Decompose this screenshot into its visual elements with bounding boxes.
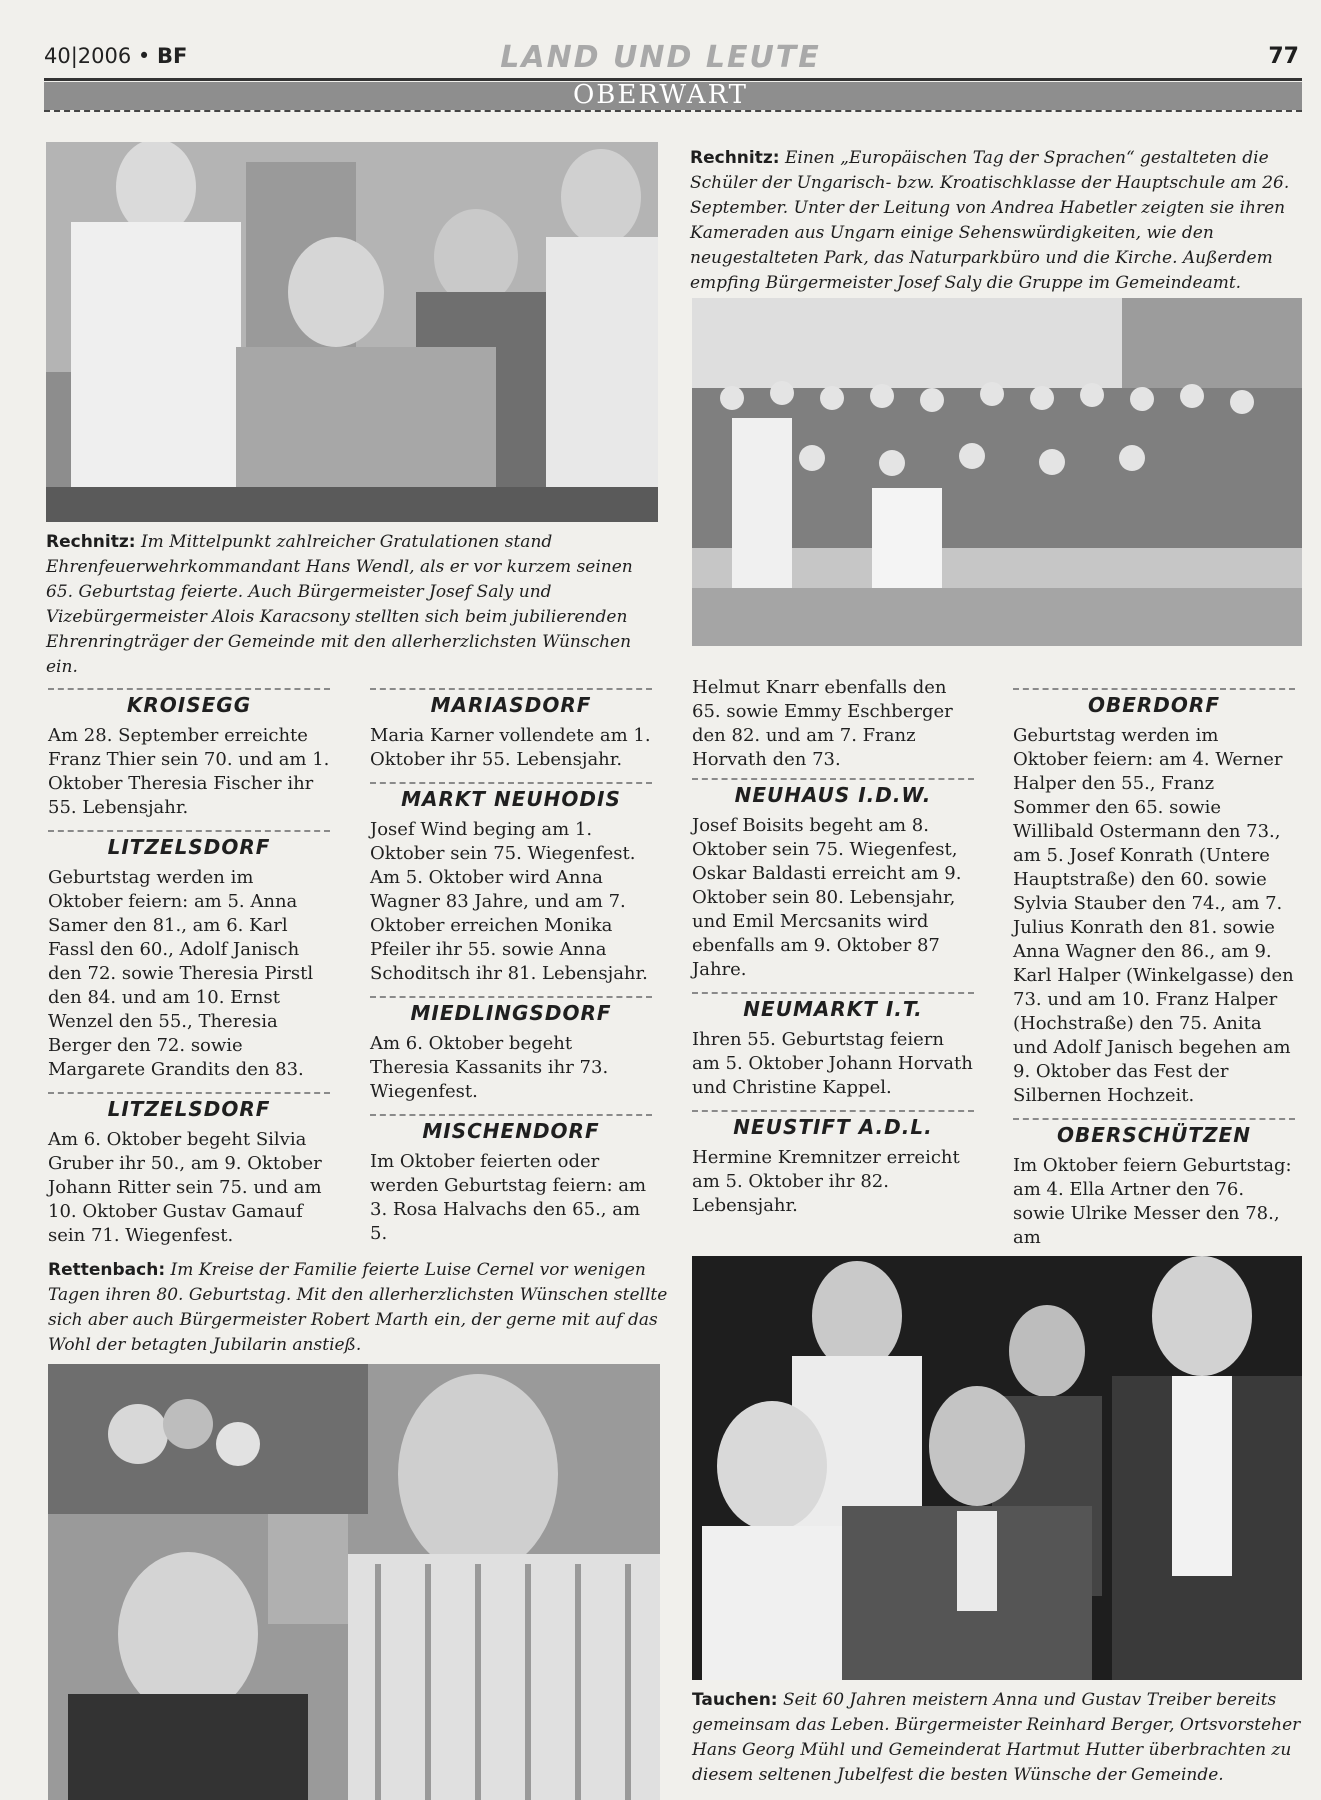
caption-rechnitz-sprachen: [690, 146, 1290, 296]
photo-tauchen: [692, 1256, 1302, 1680]
section-title: LAND UND LEUTE: [500, 40, 821, 75]
caption-rettenbach: [48, 1258, 668, 1358]
caption-rechnitz-wendl: [46, 530, 661, 680]
section-head-litzelsdorf-1: LITZELSDORF: [48, 830, 330, 863]
section-head-markt-neuhodis: MARKT NEUHODIS: [370, 782, 652, 815]
section-head-mariasdorf: MARIASDORF: [370, 688, 652, 721]
section-body-markt-neuhodis: Josef Wind beging am 1. Oktober sein 75. Wiegenfest. Am 5. Oktober wird Anna Wagner 83 Jahre, und am 7. Oktober erreichen Monika Pfeiler ihr 55. sowie Anna Schoditsch ihr 81. Lebensjahr.: [370, 819, 648, 984]
section-head-neumarkt: NEUMARKT I.T.: [692, 992, 974, 1025]
section-head-kroisegg: KROISEGG: [48, 688, 330, 721]
caption-text: Einen „Europäischen Tag der Sprachen“ gestalteten die Schüler der Ungarisch- bzw. Kroatischklasse der Hauptschule am 26. September. Unter der Leitung von Andrea Habetler zeigten sie ihren Kameraden aus Ungarn einige Sehenswürdigkeiten, wie den neugestalteten Park, das Naturparkbüro und die Kirche. Außerdem empfing Bürgermeister Josef Saly die Gruppe im Gemeindeamt.: [690, 148, 1290, 293]
caption-place: Rechnitz:: [690, 148, 780, 168]
caption-place: Rechnitz:: [46, 532, 136, 552]
column-4: [1013, 688, 1295, 1250]
caption-place: Rettenbach:: [48, 1260, 166, 1280]
section-body-litzelsdorf-1: Geburtstag werden im Oktober feiern: am 5. Anna Samer den 81., am 6. Karl Fassl den 60., Adolf Janisch den 72. sowie Theresia Pirstl den 84. und am 10. Ernst Wenzel den 55., Theresia Berger den 72. sowie Margarete Grandits den 83.: [48, 867, 314, 1080]
section-body-oberschuetzen: Im Oktober feiern Geburtstag: am 4. Ella Artner den 76. sowie Ulrike Messer den 78., am: [1013, 1155, 1292, 1248]
column-3: [692, 676, 974, 1218]
issue-number: 40|2006 • BF: [44, 44, 188, 68]
page-number: 77: [1268, 44, 1299, 69]
caption-text: Seit 60 Jahren meistern Anna und Gustav Treiber bereits gemeinsam das Leben. Bürgermeister Reinhard Berger, Ortsvorsteher Hans Georg Mühl und Gemeinderat Hartmut Hutter überbrachten zu diesem seltenen Jubelfest die besten Wünsche der Gemeinde.: [692, 1690, 1301, 1785]
section-body-mariasdorf: Maria Karner vollendete am 1. Oktober ihr 55. Lebensjahr.: [370, 725, 651, 770]
photo-rechnitz-group: [692, 298, 1302, 646]
section-body-neumarkt: Ihren 55. Geburtstag feiern am 5. Oktober Johann Horvath und Christine Kappel.: [692, 1029, 973, 1098]
caption-tauchen: [692, 1688, 1304, 1788]
column-3-intro: Helmut Knarr ebenfalls den 65. sowie Emmy Eschberger den 82. und am 7. Franz Horvath den 73.: [692, 677, 953, 770]
section-head-miedlingsdorf: MIEDLINGSDORF: [370, 996, 652, 1029]
column-2: [370, 688, 652, 1246]
section-head-mischendorf: MISCHENDORF: [370, 1114, 652, 1147]
column-1: [48, 688, 330, 1248]
section-head-litzelsdorf-2: LITZELSDORF: [48, 1092, 330, 1125]
section-body-mischendorf: Im Oktober feierten oder werden Geburtstag feiern: am 3. Rosa Halvachs den 65., am 5.: [370, 1151, 647, 1244]
photo-rechnitz-wendl: [46, 142, 658, 522]
section-head-oberdorf: OBERDORF: [1013, 688, 1295, 721]
section-body-neuhaus: Josef Boisits begeht am 8. Oktober sein 75. Wiegenfest, Oskar Baldasti erreicht am 9. Oktober sein 80. Lebensjahr, und Emil Mercsanits wird ebenfalls am 9. Oktober 87 Jahre.: [692, 815, 962, 980]
brand: BF: [157, 44, 188, 68]
section-body-oberdorf: Geburtstag werden im Oktober feiern: am 4. Werner Halper den 55., Franz Sommer den 65. sowie Willibald Ostermann den 73., am 5. Josef Konrath (Untere Hauptstraße) den 60. sowie Sylvia Stauber den 74., am 7. Julius Konrath den 81. sowie Anna Wagner den 86., am 9. Karl Halper (Winkelgasse) den 73. und am 10. Franz Halper (Hochstraße) den 75. Anita und Adolf Janisch begehen am 9. Oktober das Fest der Silbernen Hochzeit.: [1013, 725, 1294, 1106]
photo-rettenbach: [48, 1364, 660, 1800]
section-body-neustift: Hermine Kremnitzer erreicht am 5. Oktober ihr 82. Lebensjahr.: [692, 1147, 960, 1216]
caption-place: Tauchen:: [692, 1690, 778, 1710]
caption-text: Im Kreise der Familie feierte Luise Cernel vor wenigen Tagen ihren 80. Geburtstag. Mit den allerherzlichsten Wünschen stellte sich aber auch Bürgermeister Robert Marth ein, der gerne mit auf das Wohl der betagten Jubilarin anstieß.: [48, 1260, 668, 1355]
section-body-litzelsdorf-2: Am 6. Oktober begeht Silvia Gruber ihr 50., am 9. Oktober Johann Ritter sein 75. und am 10. Oktober Gustav Gamauf sein 71. Wiegenfest.: [48, 1129, 322, 1246]
header-dashed-rule: [44, 110, 1302, 112]
caption-text: Im Mittelpunkt zahlreicher Gratulationen stand Ehrenfeuerwehrkommandant Hans Wendl, als er vor kurzem seinen 65. Geburtstag feierte. Auch Bürgermeister Josef Saly und Vizebürgermeister Alois Karacsony stellten sich beim jubilierenden Ehrenringträger der Gemeinde mit den allerherzlichsten Wünschen ein.: [46, 532, 633, 677]
section-head-neustift: NEUSTIFT A.D.L.: [692, 1110, 974, 1143]
section-head-oberschuetzen: OBERSCHÜTZEN: [1013, 1118, 1295, 1151]
section-body-miedlingsdorf: Am 6. Oktober begeht Theresia Kassanits ihr 73. Wiegenfest.: [370, 1033, 609, 1102]
region-title: OBERWART: [572, 80, 749, 110]
section-body-kroisegg: Am 28. September erreichte Franz Thier sein 70. und am 1. Oktober Theresia Fischer ihr 55. Lebensjahr.: [48, 725, 330, 818]
section-head-neuhaus: NEUHAUS I.D.W.: [692, 778, 974, 811]
